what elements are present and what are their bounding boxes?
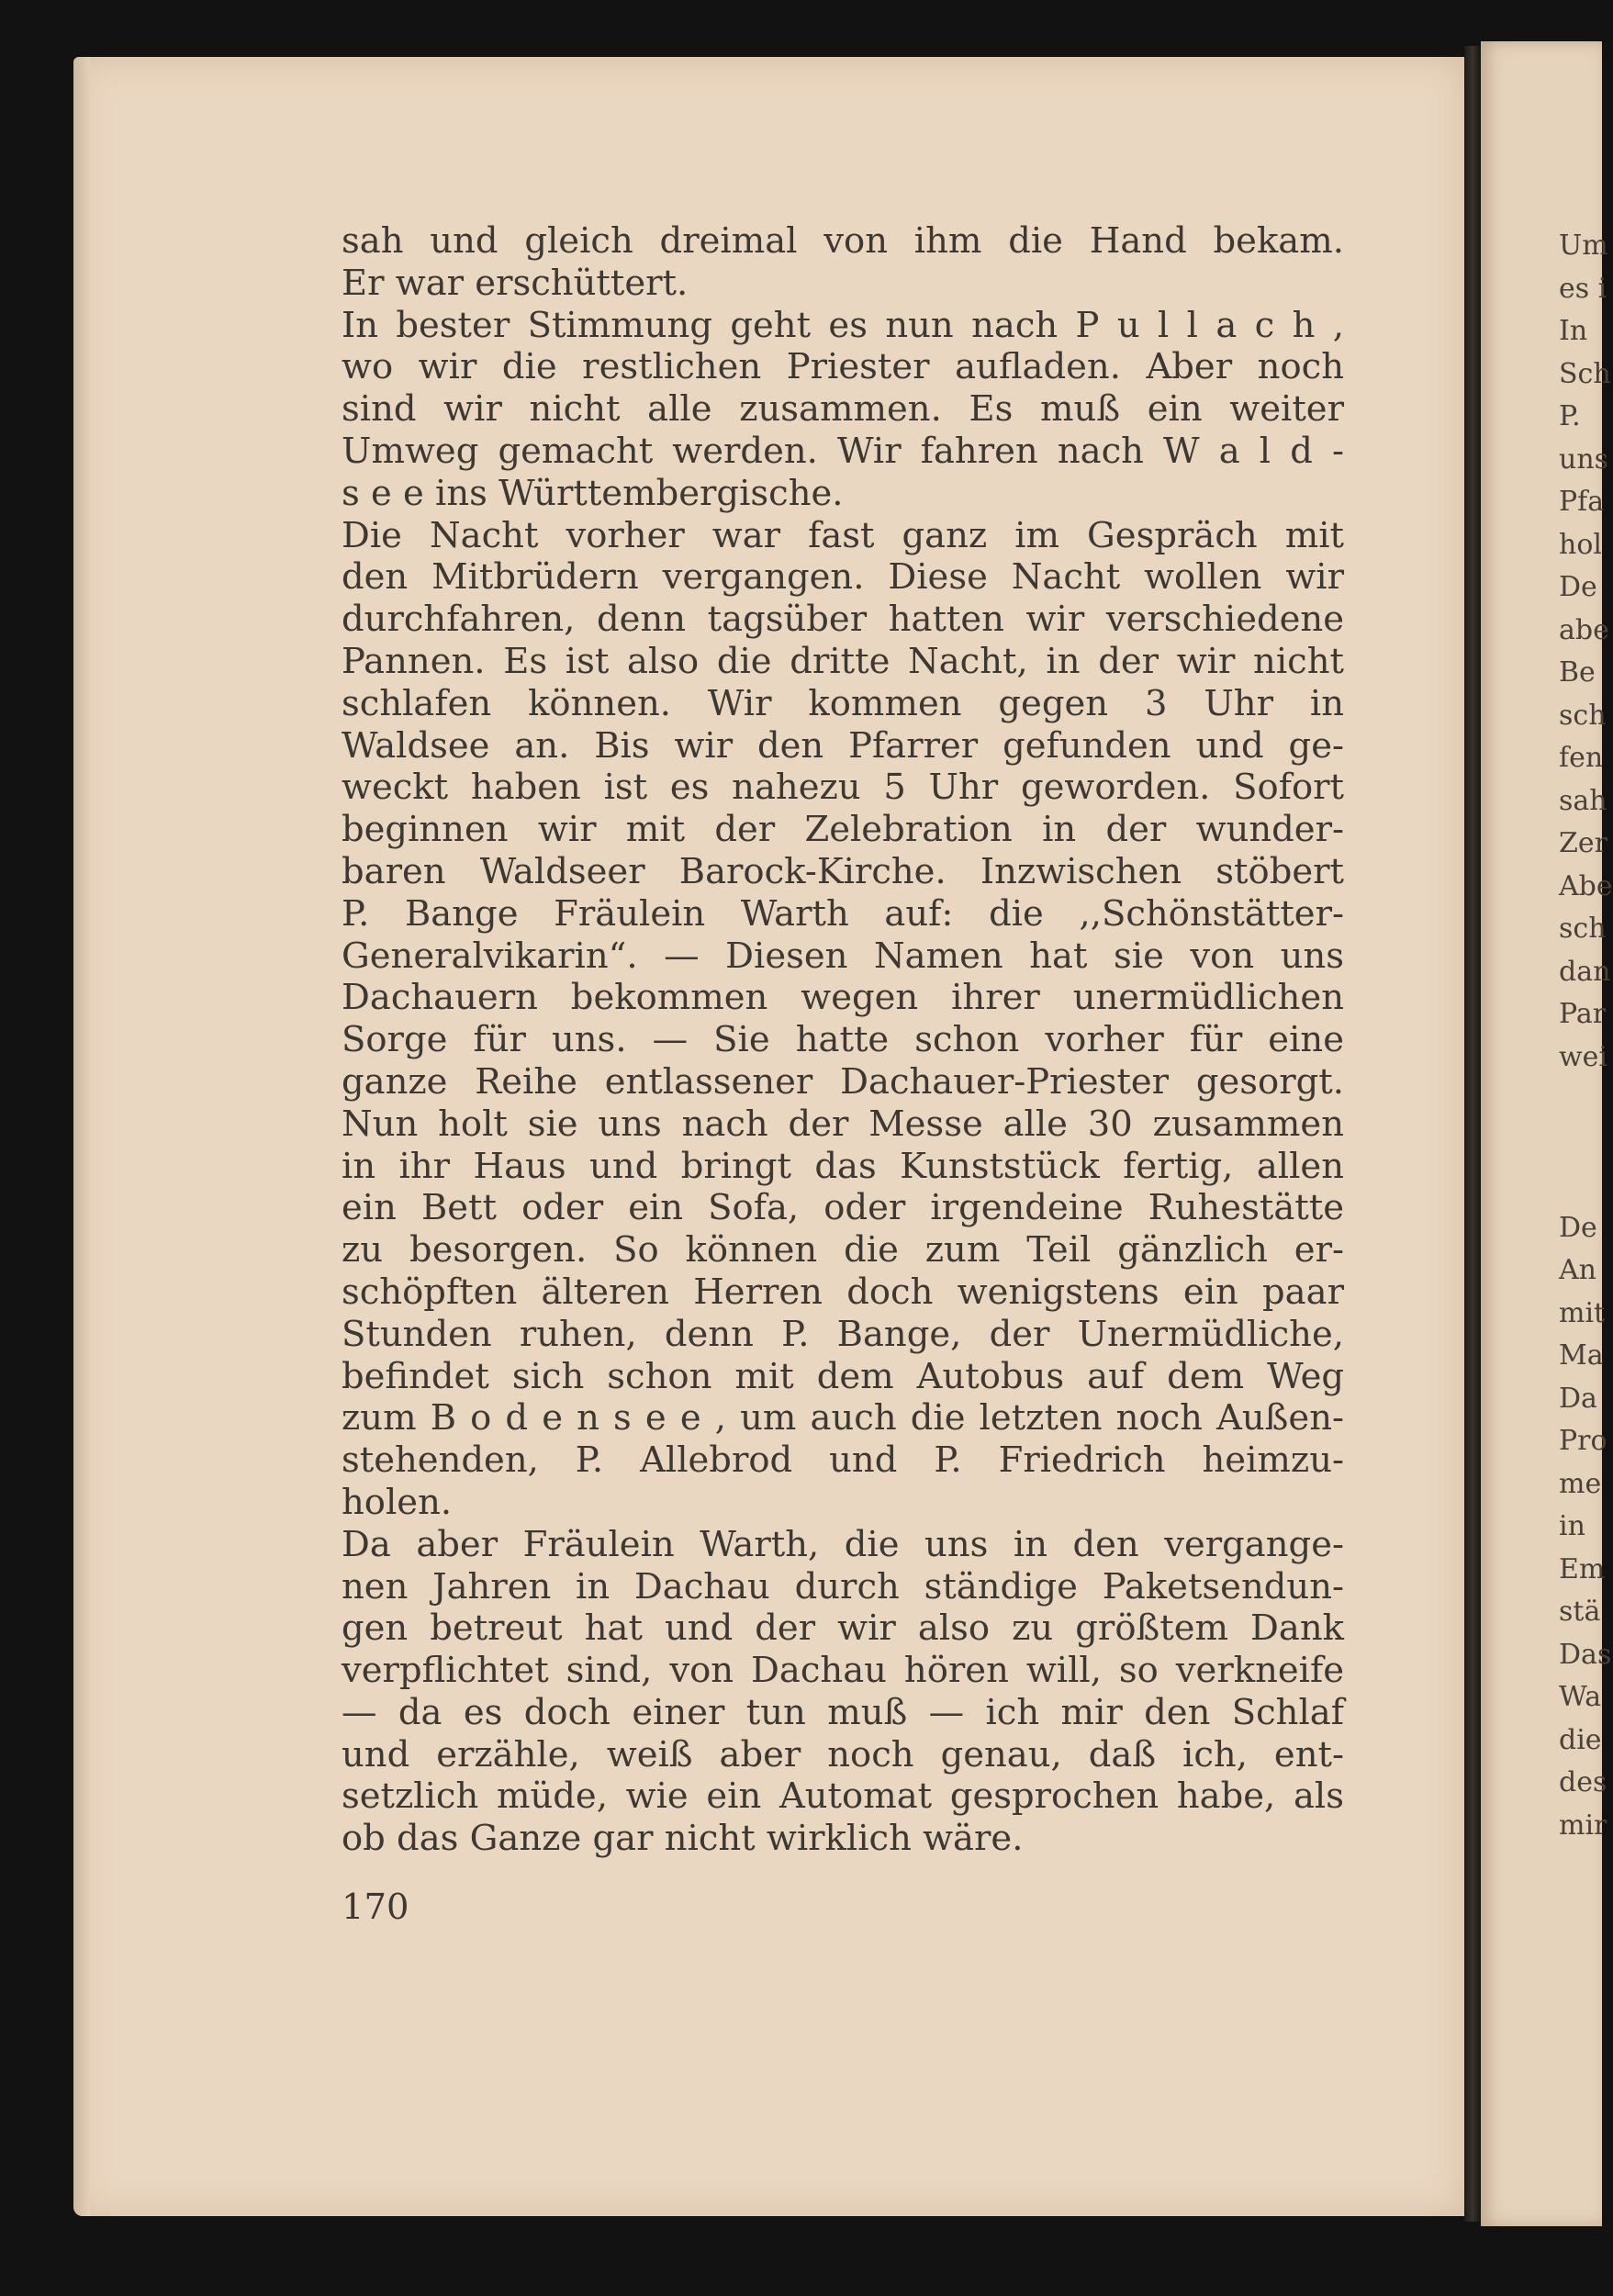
facing-page-fragment: in (1559, 1510, 1585, 1542)
facing-page-text-fragments (1559, 225, 1613, 1847)
facing-page-fragment: De (1559, 1211, 1597, 1244)
text-line: ob das Ganze gar nicht wirklich wäre. (342, 1818, 1024, 1860)
text-line: zu besorgen. So können die zum Teil gänzlich er- (342, 1229, 1344, 1271)
text-line: weckt haben ist es nahezu 5 Uhr geworden. Sofort (342, 767, 1344, 809)
text-line: Generalvikarin“. — Diesen Namen hat sie von uns (342, 935, 1344, 977)
text-line: P. Bange Fräulein Warth auf: die ,,Schönstätter- (342, 892, 1344, 935)
facing-page-fragment: Da (1559, 1382, 1597, 1415)
text-line: schlafen können. Wir kommen gegen 3 Uhr in (342, 682, 1344, 724)
text-line: setzlich müde, wie ein Automat gesprochen habe, als (342, 1775, 1344, 1818)
text-line: Sorge für uns. — Sie hatte schon vorher für eine (342, 1019, 1344, 1061)
text-line: beginnen wir mit der Zelebration in der wunder- (342, 809, 1344, 851)
facing-page-fragment: Wa (1559, 1681, 1602, 1713)
facing-page-fragment: Pro (1559, 1425, 1607, 1457)
facing-page-fragment: Pfa (1559, 486, 1605, 518)
facing-page-fragment: Um (1559, 230, 1608, 262)
text-line: sah und gleich dreimal von ihm die Hand bekam. (342, 220, 1344, 262)
text-line: zum B o d e n s e e , um auch die letzten noch Außen- (342, 1397, 1344, 1439)
facing-page-fragment: De (1559, 571, 1597, 603)
facing-page-fragment: sch (1559, 913, 1607, 945)
text-line: ganze Reihe entlassener Dachauer-Priester gesorgt. (342, 1060, 1344, 1103)
text-line: Er war erschüttert. (342, 262, 689, 304)
page-number: 170 (342, 1887, 409, 1928)
text-line: verpflichtet sind, von Dachau hören will, so verkneife (342, 1650, 1344, 1692)
facing-page-fragment: sah (1559, 784, 1607, 817)
text-line: — da es doch einer tun muß — ich mir den Schlaf (342, 1691, 1344, 1733)
facing-page-fragment: abe (1559, 613, 1609, 646)
text-line: den Mitbrüdern vergangen. Diese Nacht wollen wir (342, 556, 1344, 599)
book-gutter (1464, 46, 1481, 2222)
text-line: baren Waldseer Barock-Kirche. Inzwischen stöbert (342, 850, 1344, 892)
facing-page-fragment: Ma (1559, 1339, 1604, 1372)
facing-page-fragment: es i (1559, 272, 1607, 305)
facing-page-fragment: uns (1559, 442, 1609, 476)
text-line: und erzähle, weiß aber noch genau, daß ich, ent- (342, 1733, 1344, 1775)
facing-page-fragment (1559, 1164, 1613, 1207)
facing-page-fragment: Das (1559, 1638, 1612, 1671)
text-line: stehenden, P. Allebrod und P. Friedrich heimzu- (342, 1439, 1344, 1482)
facing-page-fragment: die (1559, 1723, 1602, 1756)
text-line: Nun holt sie uns nach der Messe alle 30 zusammen (342, 1103, 1344, 1145)
text-line: nen Jahren in Dachau durch ständige Paketsendun- (342, 1565, 1344, 1607)
page-body-text (342, 220, 1344, 1860)
text-line: in ihr Haus und bringt das Kunststück fertig, allen (342, 1145, 1344, 1187)
text-line: schöpften älteren Herren doch wenigstens ein paar (342, 1271, 1344, 1313)
facing-page-fragment: dan (1559, 955, 1611, 988)
facing-page-fragment: des (1559, 1766, 1607, 1798)
facing-page-fragment: Sch (1559, 357, 1611, 390)
facing-page-fragment (1559, 1122, 1613, 1165)
text-line: sind wir nicht alle zusammen. Es muß ein weiter (342, 388, 1344, 431)
text-line: s e e ins Württembergische. (342, 472, 844, 514)
text-line: holen. (342, 1481, 453, 1523)
text-line: ein Bett oder ein Sofa, oder irgendeine Ruhestätte (342, 1187, 1344, 1229)
facing-page-fragment: me (1559, 1467, 1602, 1500)
text-line: durchfahren, denn tagsüber hatten wir verschiedene (342, 599, 1344, 641)
facing-page-fragment (1559, 1079, 1613, 1122)
facing-page-fragment: hol (1559, 528, 1602, 561)
facing-page-fragment: Em (1559, 1552, 1606, 1585)
facing-page-fragment: Abe (1559, 869, 1613, 902)
facing-page-fragment: P. (1559, 400, 1581, 432)
text-line: Pannen. Es ist also die dritte Nacht, in der wir nicht (342, 640, 1344, 682)
text-line: Die Nacht vorher war fast ganz im Gespräch mit (342, 514, 1344, 556)
facing-page-fragment: mir (1559, 1809, 1607, 1842)
text-line: Da aber Fräulein Warth, die uns in den vergange- (342, 1523, 1344, 1565)
text-line: wo wir die restlichen Priester aufladen. Aber noch (342, 346, 1344, 388)
facing-page-fragment: Par (1559, 998, 1607, 1030)
text-line: Umweg gemacht werden. Wir fahren nach W a l d - (342, 430, 1344, 472)
facing-page-fragment: An (1559, 1254, 1596, 1286)
facing-page-fragment: Zer (1559, 827, 1607, 859)
facing-page-fragment: wei (1559, 1040, 1608, 1073)
facing-page-fragment: Be (1559, 656, 1596, 689)
text-line: befindet sich schon mit dem Autobus auf dem Weg (342, 1355, 1344, 1397)
text-line: gen betreut hat und der wir also zu größtem Dank (342, 1607, 1344, 1650)
text-line: Waldsee an. Bis wir den Pfarrer gefunden und ge- (342, 724, 1344, 767)
text-line: Dachauern bekommen wegen ihrer unermüdlichen (342, 977, 1344, 1019)
facing-page-fragment: fen (1559, 742, 1604, 774)
facing-page-fragment: stä (1559, 1596, 1601, 1628)
facing-page-fragment: In (1559, 315, 1588, 347)
facing-page-fragment: sch (1559, 699, 1607, 732)
text-line: Stunden ruhen, denn P. Bange, der Unermüdliche, (342, 1313, 1344, 1355)
text-line: In bester Stimmung geht es nun nach P u l l a c h , (342, 304, 1344, 346)
facing-page-fragment: mit (1559, 1296, 1606, 1329)
